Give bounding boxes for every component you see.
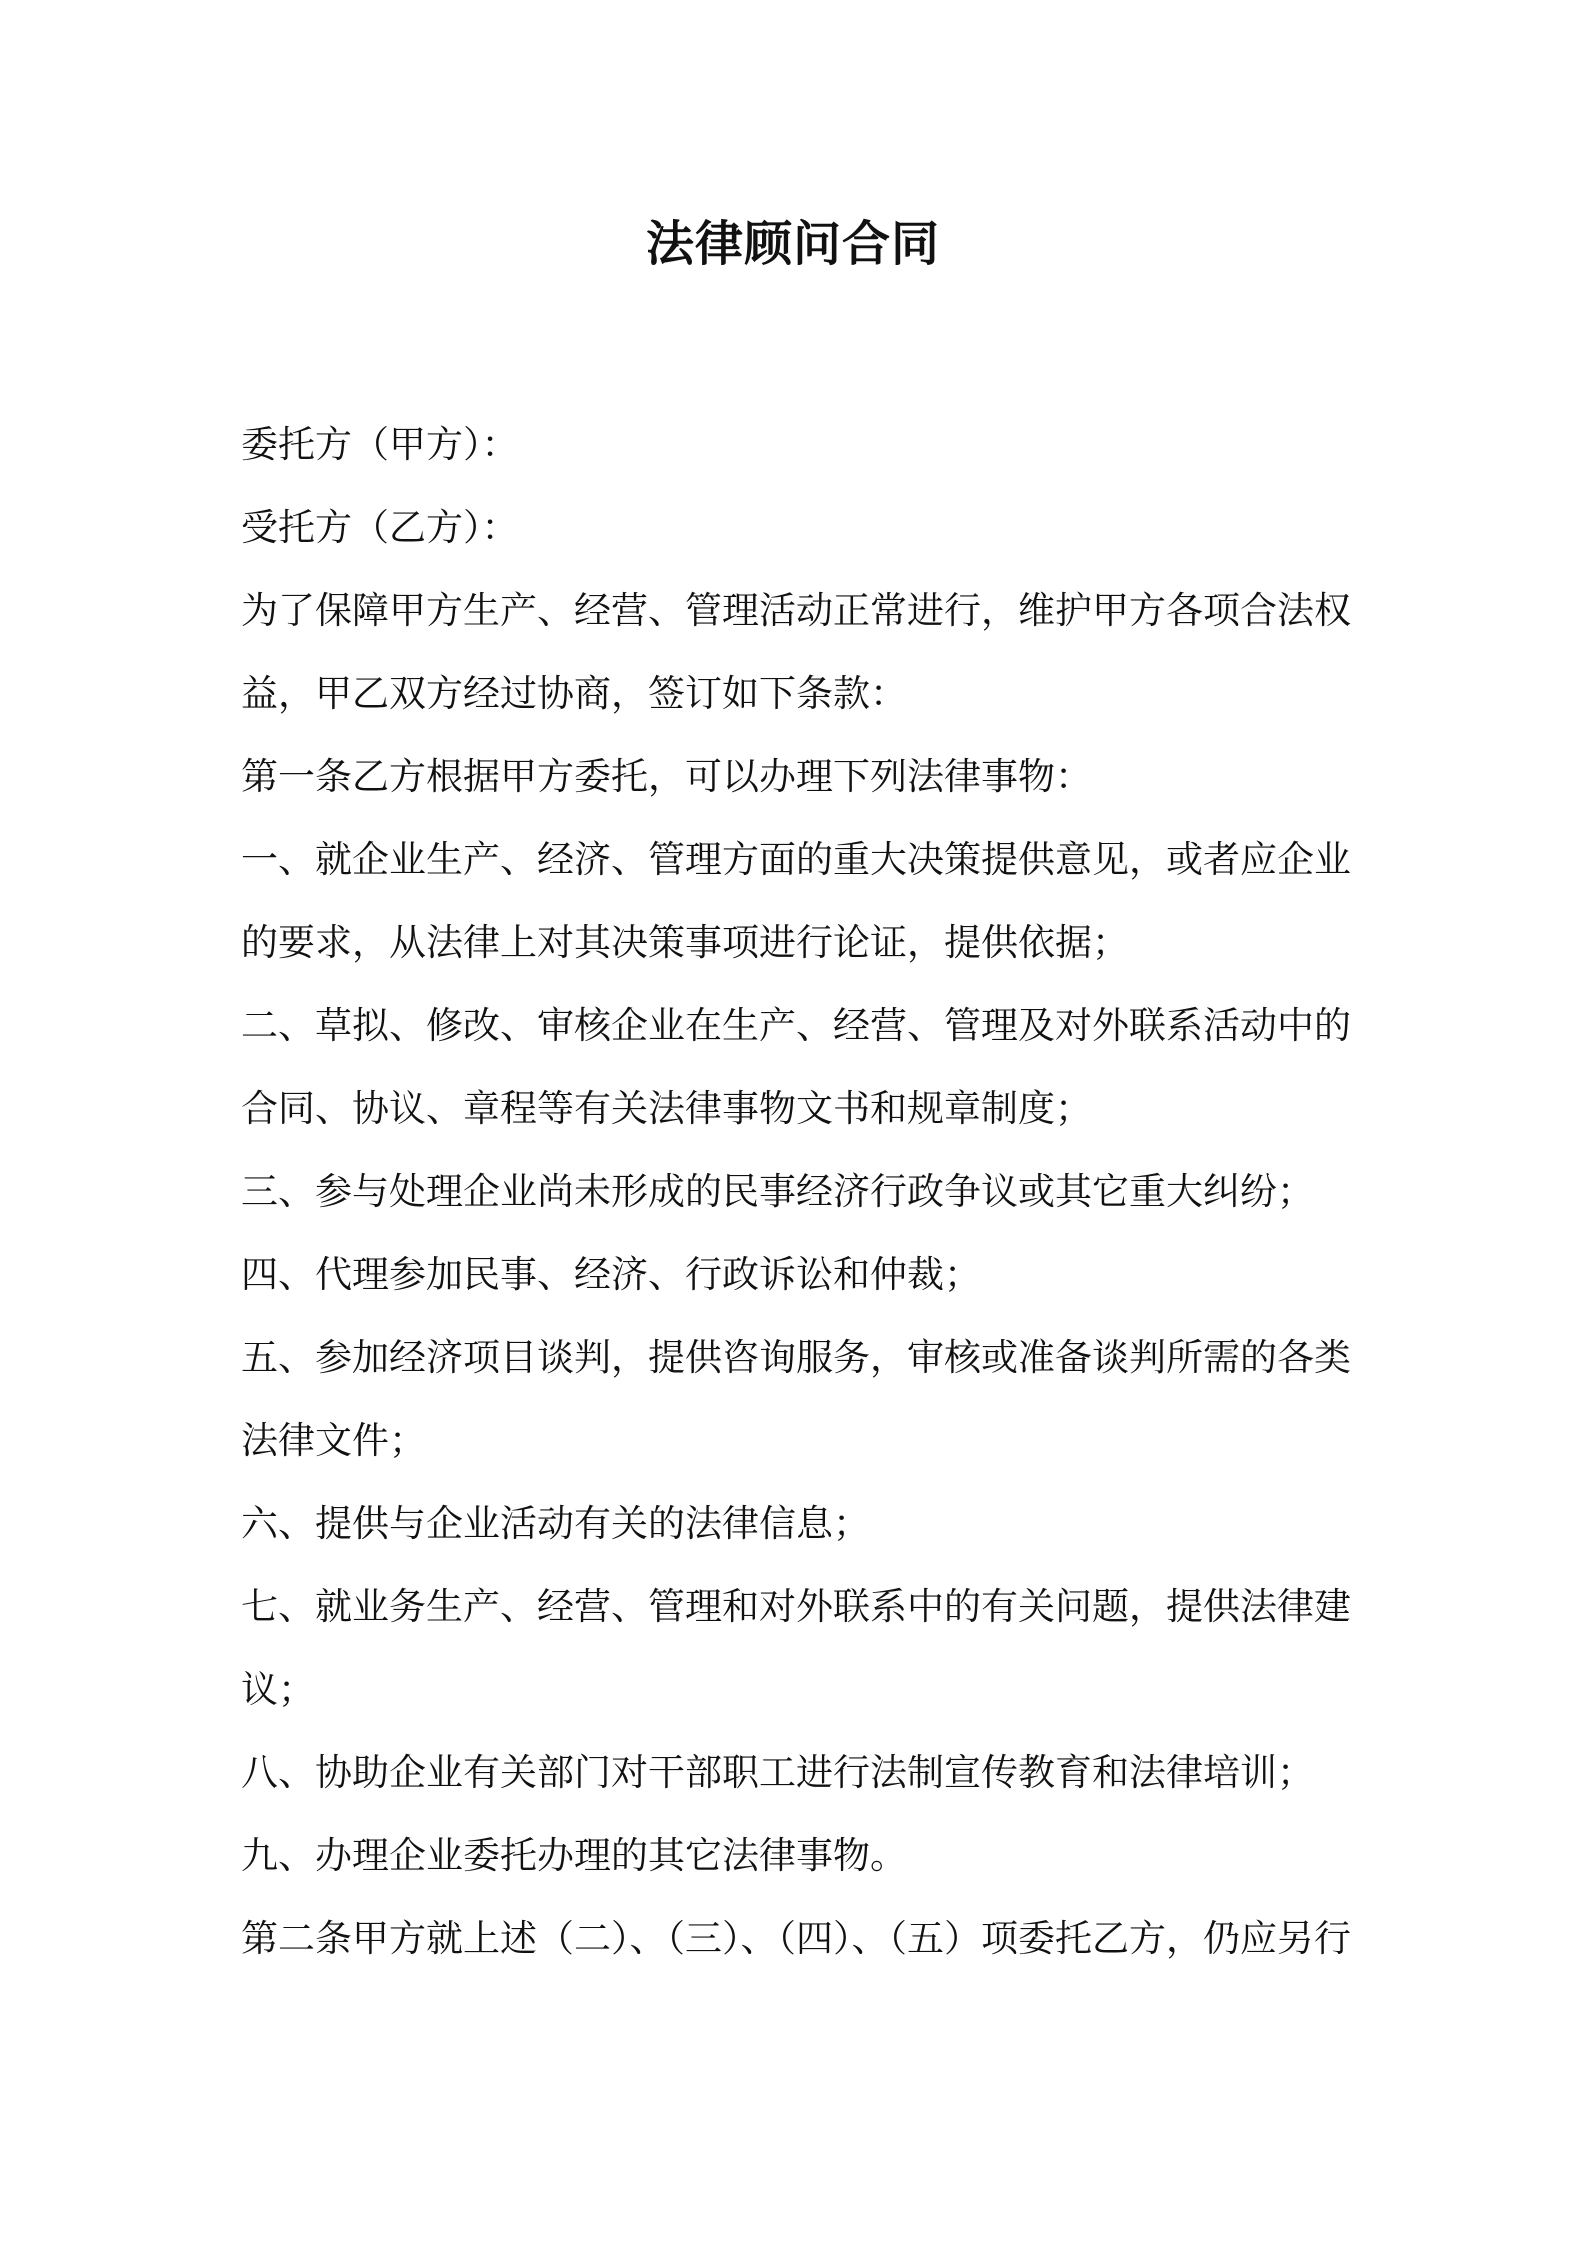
clause-line: 一、就企业生产、经济、管理方面的重大决策提供意见，或者应企业 bbox=[241, 838, 1351, 881]
clause-line: 合同、协议、章程等有关法律事物文书和规章制度； bbox=[241, 1087, 1092, 1130]
preamble-line: 为了保障甲方生产、经营、管理活动正常进行，维护甲方各项合法权 bbox=[241, 589, 1351, 632]
clause-line: 九、办理企业委托办理的其它法律事物。 bbox=[241, 1834, 907, 1877]
preamble-line: 益，甲乙双方经过协商，签订如下条款： bbox=[241, 672, 907, 715]
party-a-line: 委托方（甲方）： bbox=[241, 423, 519, 466]
article-heading: 第二条甲方就上述（二）、（三）、（四）、（五）项委托乙方，仍应另行 bbox=[241, 1917, 1351, 1960]
clause-line: 四、代理参加民事、经济、行政诉讼和仲裁； bbox=[241, 1253, 981, 1296]
document-title: 法律顾问合同 bbox=[645, 216, 940, 272]
clause-line: 八、协助企业有关部门对干部职工进行法制宣传教育和法律培训； bbox=[241, 1751, 1314, 1794]
clause-line: 二、草拟、修改、审核企业在生产、经营、管理及对外联系活动中的 bbox=[241, 1004, 1351, 1047]
clause-line: 六、提供与企业活动有关的法律信息； bbox=[241, 1502, 870, 1545]
article-heading: 第一条乙方根据甲方委托，可以办理下列法律事物： bbox=[241, 755, 1092, 798]
clause-line: 的要求，从法律上对其决策事项进行论证，提供依据； bbox=[241, 921, 1129, 964]
party-b-line: 受托方（乙方）： bbox=[241, 506, 519, 549]
clause-line: 法律文件； bbox=[241, 1419, 426, 1462]
document-body bbox=[241, 403, 1361, 1980]
clause-line: 议； bbox=[241, 1668, 315, 1711]
clause-line: 三、参与处理企业尚未形成的民事经济行政争议或其它重大纠纷； bbox=[241, 1170, 1314, 1213]
clause-line: 七、就业务生产、经营、管理和对外联系中的有关问题，提供法律建 bbox=[241, 1585, 1351, 1628]
clause-line: 五、参加经济项目谈判，提供咨询服务，审核或准备谈判所需的各类 bbox=[241, 1336, 1351, 1379]
